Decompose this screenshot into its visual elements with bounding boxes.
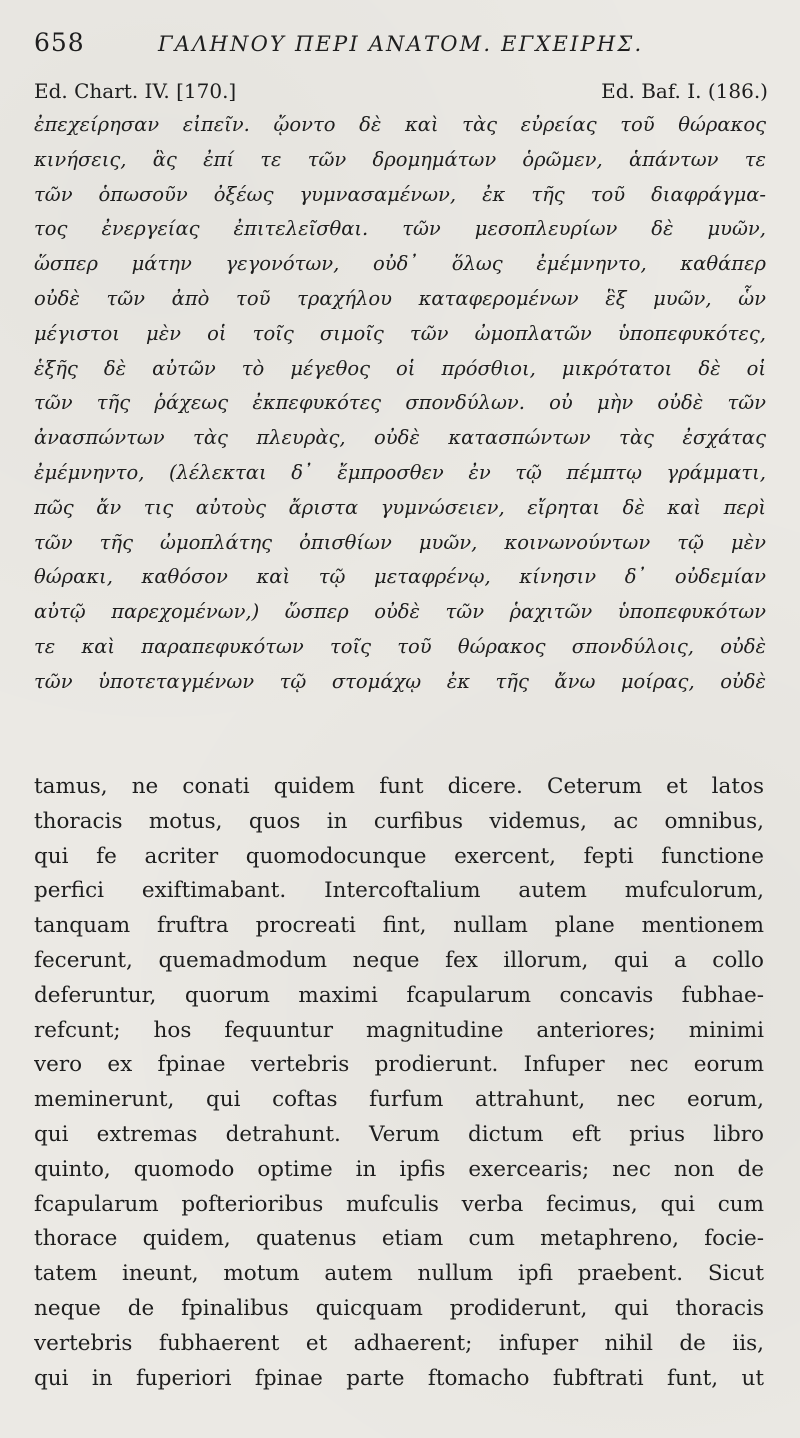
- greek-line: ἐπεχείρησαν εἰπεῖν. ᾤοντο δὲ καὶ τὰς εὐρείας τοῦ θώρακος: [34, 113, 766, 136]
- greek-line: θώρακι, καθόσον καὶ τῷ μεταφρένῳ, κίνησιν δ᾿ οὐδεμίαν: [34, 565, 766, 589]
- latin-line: qui extremas detrahunt. Verum dictum eft prius libro: [34, 1121, 764, 1147]
- latin-line: thorace quidem, quatenus etiam cum metaphreno, focie-: [34, 1226, 764, 1252]
- greek-line: τῶν τῆς ὠμοπλάτης ὀπισθίων μυῶν, κοινωνούντων τῷ μὲν: [34, 530, 766, 554]
- latin-line: perfici exiftimabant. Intercoftalium autem mufculorum,: [34, 878, 764, 904]
- latin-line: tamus, ne conati quidem funt dicere. Ceterum et latos: [34, 774, 764, 799]
- greek-line: τε καὶ παραπεφυκότων τοῖς τοῦ θώρακος σπονδύλοις, οὐδὲ: [34, 634, 766, 658]
- latin-line: neque de fpinalibus quicquam prodiderunt, qui thoracis: [34, 1295, 764, 1321]
- page-number: 658: [34, 28, 85, 57]
- greek-line: κινήσεις, ἃς ἐπί τε τῶν δρομημάτων ὁρῶμεν, ἁπάντων τε: [34, 147, 766, 171]
- latin-line: tatem ineunt, motum autem nullum ipfi praebent. Sicut: [34, 1261, 764, 1287]
- greek-line: πῶς ἄν τις αὐτοὺς ἄριστα γυμνώσειεν, εἴρηται δὲ καὶ περὶ: [34, 495, 766, 519]
- latin-line: deferuntur, quorum maximi fcapularum concavis fubhae-: [34, 982, 764, 1008]
- latin-line: qui fe acriter quomodocunque exercent, fepti functione: [34, 843, 764, 869]
- edition-line: [34, 79, 768, 105]
- greek-line: τῶν ὁπωσοῦν ὀξέως γυμνασαμένων, ἐκ τῆς τοῦ διαφράγμα-: [34, 182, 766, 206]
- greek-line: ἀνασπώντων τὰς πλευρὰς, οὐδὲ κατασπώντων τὰς ἐσχάτας: [34, 426, 766, 450]
- edition-reference-left: Ed. Chart. IV. [170.]: [34, 79, 237, 103]
- greek-text-block: [34, 108, 766, 700]
- edition-reference-right: Ed. Baf. I. (186.): [601, 79, 768, 103]
- greek-line: αὐτῷ παρεχομένων,) ὥσπερ οὐδὲ τῶν ῥαχιτῶν ὑποπεφυκότων: [34, 600, 766, 624]
- latin-line: fcapularum pofterioribus mufculis verba fecimus, qui cum: [34, 1191, 764, 1217]
- latin-line: quinto, quomodo optime in ipfis exercearis; nec non de: [34, 1156, 764, 1182]
- running-head: [34, 28, 766, 62]
- greek-line: ἐμέμνηντο, (λέλεκται δ᾿ ἔμπροσθεν ἐν τῷ πέμπτῳ γράμματι,: [34, 460, 766, 484]
- latin-text-block: [34, 770, 764, 1396]
- greek-line: ὥσπερ μάτην γεγονότων, οὐδ᾿ ὅλως ἐμέμνηντο, καθάπερ: [34, 252, 766, 276]
- greek-line: τῶν τῆς ῥάχεως ἐκπεφυκότες σπονδύλων. οὐ μὴν οὐδὲ τῶν: [34, 391, 766, 415]
- greek-line: μέγιστοι μὲν οἱ τοῖς σιμοῖς τῶν ὠμοπλατῶν ὑποπεφυκότες,: [34, 321, 766, 345]
- latin-line: tanquam fruftra procreati fint, nullam plane mentionem: [34, 913, 764, 939]
- greek-line: τος ἐνεργείας ἐπιτελεῖσθαι. τῶν μεσοπλευρίων δὲ μυῶν,: [34, 217, 766, 241]
- latin-line: meminerunt, qui coftas furfum attrahunt, nec eorum,: [34, 1087, 764, 1113]
- latin-line: qui in fuperiori fpinae parte ftomacho fubftrati funt, ut: [34, 1365, 764, 1391]
- greek-line: τῶν ὑποτεταγμένων τῷ στομάχῳ ἐκ τῆς ἄνω μοίρας, οὐδὲ: [34, 669, 766, 693]
- greek-line: ἑξῆς δὲ αὐτῶν τὸ μέγεθος οἱ πρόσθιοι, μικρότατοι δὲ οἱ: [34, 356, 766, 380]
- latin-line: vero ex fpinae vertebris prodierunt. Infuper nec eorum: [34, 1052, 764, 1078]
- latin-line: fecerunt, quemadmodum neque fex illorum, qui a collo: [34, 947, 764, 973]
- latin-line: thoracis motus, quos in curfibus videmus, ac omnibus,: [34, 808, 764, 834]
- latin-line: refcunt; hos fequuntur magnitudine anteriores; minimi: [34, 1017, 764, 1043]
- latin-line: vertebris fubhaerent et adhaerent; infuper nihil de iis,: [34, 1330, 764, 1356]
- running-title: ΓΑΛΗΝΟΥ ΠΕΡΙ ΑΝΑΤΟΜ. ΕΓΧΕΙΡΗΣ.: [158, 32, 644, 56]
- greek-line: οὐδὲ τῶν ἀπὸ τοῦ τραχήλου καταφερομένων ἓξ μυῶν, ὧν: [34, 286, 766, 310]
